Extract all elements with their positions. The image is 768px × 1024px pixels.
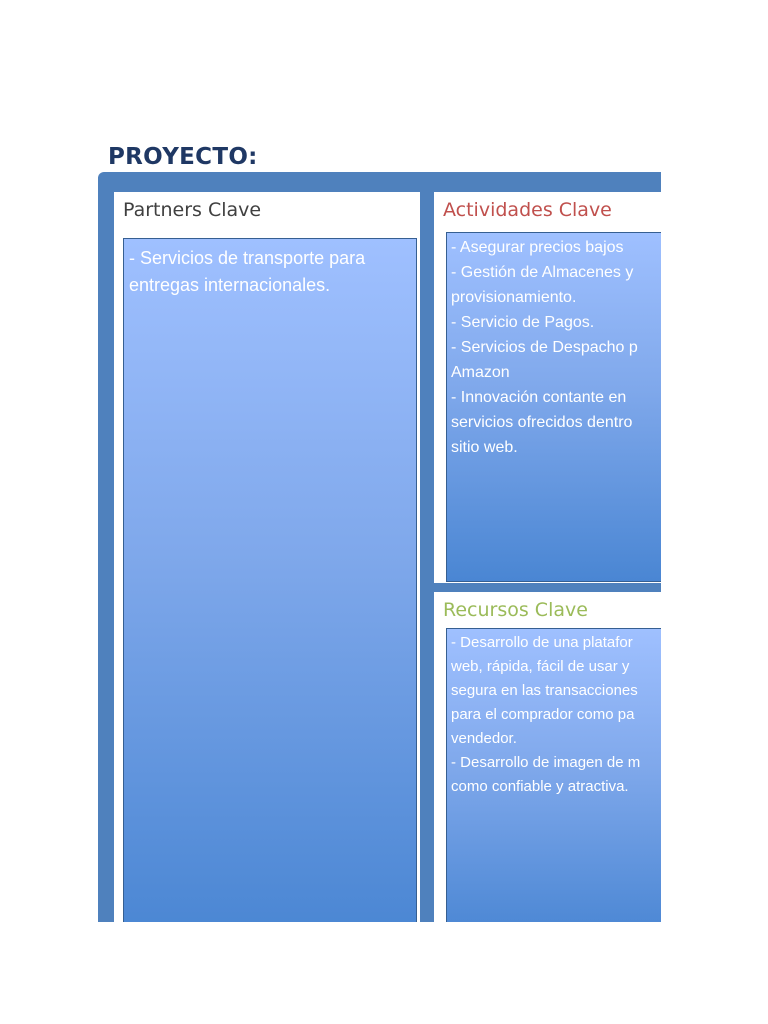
activities-title: Actividades Clave (443, 199, 612, 221)
resources-line: para el comprador como pa (451, 706, 635, 723)
activities-line: Amazon (451, 364, 510, 381)
canvas-frame (98, 172, 661, 922)
activities-line: - Servicios de Despacho p (451, 339, 638, 356)
partners-line: - Servicios de transporte para (129, 248, 366, 268)
resources-line: segura en las transacciones (451, 682, 638, 699)
activities-line: servicios ofrecidos dentro (451, 414, 633, 431)
resources-line: web, rápida, fácil de usar y (451, 658, 630, 675)
activities-line: - Gestión de Almacenes y (451, 264, 634, 281)
resources-line: vendedor. (451, 730, 517, 747)
resources-line: - Desarrollo de una platafor (451, 634, 633, 651)
activities-line: - Servicio de Pagos. (451, 314, 595, 331)
partners-line: entregas internacionales. (129, 275, 331, 295)
resources-content (446, 628, 661, 922)
partners-title: Partners Clave (123, 199, 262, 221)
resources-line: como confiable y atractiva. (451, 778, 629, 795)
resources-line: - Desarrollo de imagen de m (451, 754, 641, 771)
activities-line: - Innovación contante en (451, 389, 627, 406)
activities-line: sitio web. (451, 439, 518, 456)
project-title: PROYECTO: (108, 144, 258, 170)
activities-content (446, 232, 661, 582)
activities-line: - Asegurar precios bajos (451, 239, 624, 256)
activities-line: provisionamiento. (451, 289, 577, 306)
activities-panel (434, 192, 661, 583)
partners-panel (114, 192, 420, 922)
resources-title: Recursos Clave (443, 599, 588, 621)
partners-content (123, 238, 417, 922)
resources-panel (434, 592, 661, 922)
